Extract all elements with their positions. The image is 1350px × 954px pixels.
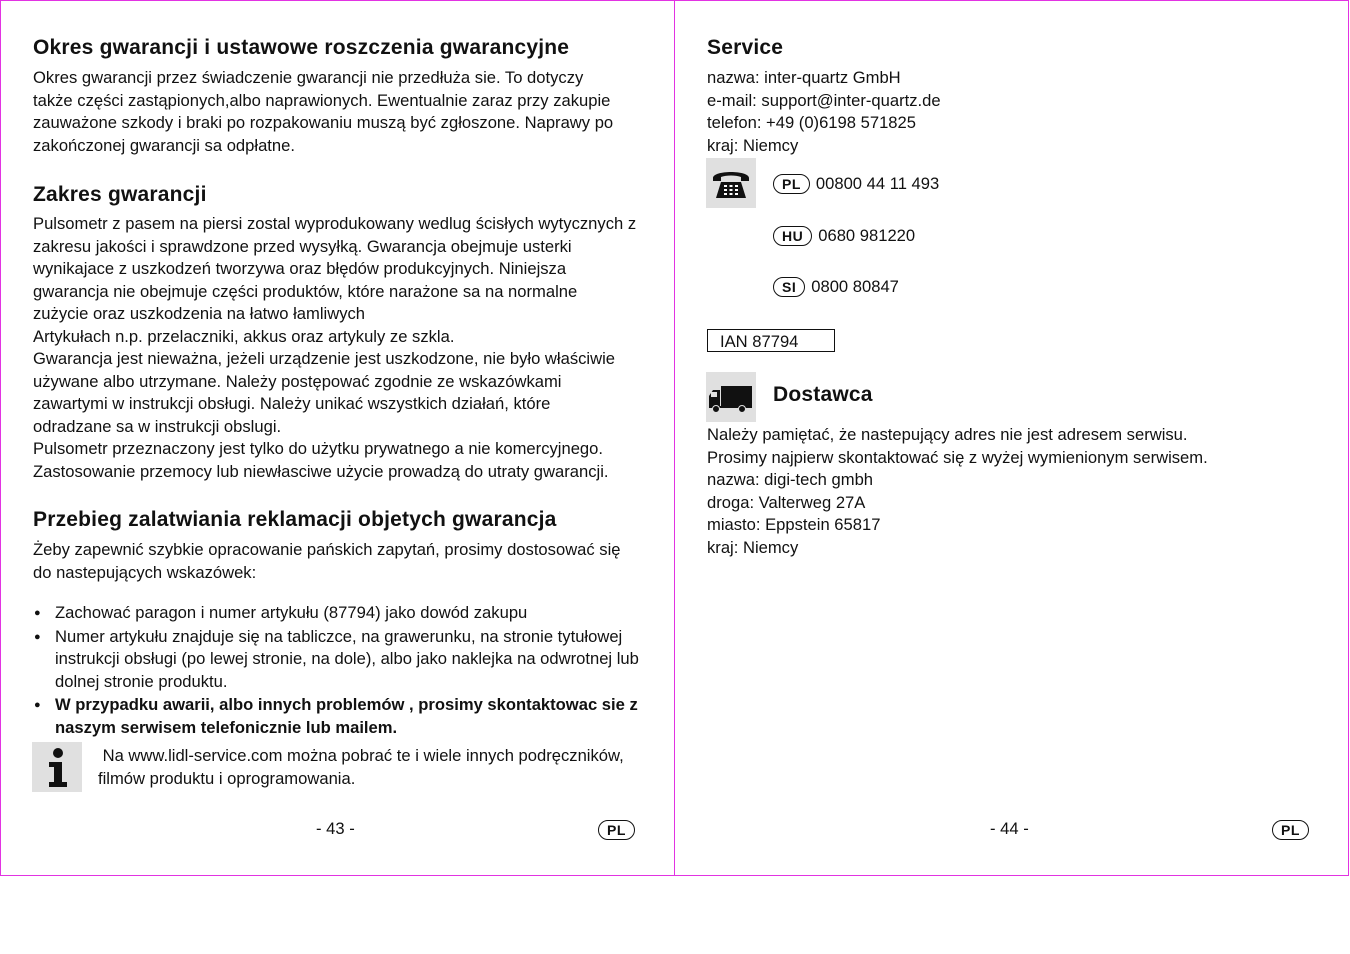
page-44 (675, 0, 1349, 876)
hotline-number: 0680 981220 (818, 225, 916, 245)
text-line: zużycie oraz uszkodzenia na łatwo łamliwych (33, 304, 366, 323)
supplier-text (707, 424, 1208, 559)
text-line: zawartymi w instrukcji obsługi. Należy unikać wszystkich działań, które (33, 394, 551, 413)
service-contact-text (707, 67, 941, 157)
text-line: Okres gwarancji przez świadczenie gwarancji nie przedłuża sie. To dotyczy (33, 68, 584, 87)
heading-claims-procedure: Przebieg zalatwiania reklamacji objetych gwarancja (33, 508, 557, 531)
text-line: Pulsometr przeznaczony jest tylko do użytku prywatnego a nie komercyjnego. (33, 439, 603, 458)
country-badge: SI (773, 277, 805, 297)
text-line: Prosimy najpierw skontaktować się z wyżej wymienionym serwisem. (707, 447, 1208, 467)
bullet-item: ● Numer artykułu znajduje się na tabliczce, na grawerunku, na stronie tytułowej instrukcji obsługi (po lewej stronie, na dole), albo jako naklejka na odwrotnej lub dolnej stronie produktu. (33, 626, 653, 694)
text-line: do nastepujących wskazówek: (33, 562, 257, 582)
heading-service: Service (707, 36, 784, 59)
text-line: Gwarancja jest nieważna, jeżeli urządzenie jest uszkodzone, nie było właściwie (33, 349, 615, 368)
text-line: kraj: Niemcy (707, 537, 799, 557)
text-line: nazwa: inter-quartz GmbH (707, 68, 901, 87)
language-badge: PL (598, 820, 635, 840)
heading-warranty-period: Okres gwarancji i ustawowe roszczenia gwarancyjne (33, 36, 570, 59)
text-line: Żeby zapewnić szybkie opracowanie pańskich zapytań, prosimy dostosować się (33, 540, 621, 559)
text-line: także części zastąpionych,albo naprawionych. Ewentualnie zaraz przy zakupie (33, 90, 611, 110)
hotline-number: 0800 80847 (811, 276, 899, 296)
text-line: filmów produktu i oprogramowania. (98, 768, 356, 788)
text-line: zakończonej gwarancji sa odpłatne. (33, 135, 295, 155)
info-note-text (98, 745, 624, 790)
text-line: telefon: +49 (0)6198 571825 (707, 113, 916, 132)
info-icon (32, 742, 82, 792)
language-badge: PL (1272, 820, 1309, 840)
text-line: kraj: Niemcy (707, 135, 799, 155)
text-line: gwarancja nie obejmuje części produktów, które narażone sa na normalne (33, 281, 578, 301)
text-line: droga: Valterweg 27A (707, 492, 866, 512)
text-line: Pulsometr z pasem na piersi zostal wyprodukowany wedlug ścisłych wytycznych z (33, 214, 637, 233)
hotline-number: 00800 44 11 493 (815, 173, 940, 193)
bullet-item: ● W przypadku awarii, albo innych problemów , prosimy skontaktowac sie z naszym serwisem telefonicznie lub mailem. (33, 694, 653, 739)
text-line: używane albo utrzymane. Należy postępować zgodnie ze wskazówkami (33, 371, 562, 391)
hotline-pl (773, 173, 939, 194)
text-line: Zastosowanie przemocy lub niewłasciwe użycie prowadzą do utraty gwarancji. (33, 461, 609, 481)
country-badge: HU (773, 226, 812, 246)
warranty-scope-text (33, 213, 636, 483)
hotline-hu (773, 225, 915, 246)
text-line: Należy pamiętać, że nastepujący adres nie jest adresem serwisu. (707, 425, 1188, 444)
text-line: nazwa: digi-tech gmbh (707, 470, 874, 489)
bullet-item: ● Zachować paragon i numer artykułu (87794) jako dowód zakupu (33, 602, 653, 625)
text-line: e-mail: support@inter-quartz.de (707, 90, 941, 110)
text-line: miasto: Eppstein 65817 (707, 515, 881, 534)
text-line: Artykułach n.p. przelaczniki, akkus oraz artykuly ze szkla. (33, 326, 455, 346)
heading-supplier: Dostawca (773, 383, 873, 406)
page-number: - 44 - (990, 819, 1029, 838)
text-line: Na www.lidl-service.com można pobrać te i wiele innych podręczników, (98, 746, 624, 765)
text-line: zakresu jakości i sprawdzone przed wysyłką. Gwarancja obejmuje usterki (33, 236, 572, 256)
claims-procedure-text (33, 539, 621, 584)
warranty-period-text (33, 67, 613, 157)
hotline-si (773, 276, 899, 297)
text-line: wynikajace z uszkodzeń tworzywa oraz błędów produkcyjnych. Niniejsza (33, 259, 567, 278)
ian-box: IAN 87794 (707, 329, 835, 352)
delivery-truck-icon (706, 372, 756, 422)
page-number: - 43 - (316, 819, 355, 838)
heading-warranty-scope: Zakres gwarancji (33, 183, 207, 206)
text-line: zauważone szkody i braki po rozpakowaniu muszą być zgłoszone. Naprawy po (33, 113, 614, 132)
text-line: odradzane sa w instrukcji obslugi. (33, 416, 282, 436)
claims-bullet-list (33, 602, 653, 740)
telephone-icon (706, 158, 756, 208)
page-43 (0, 0, 674, 876)
country-badge: PL (773, 174, 810, 194)
